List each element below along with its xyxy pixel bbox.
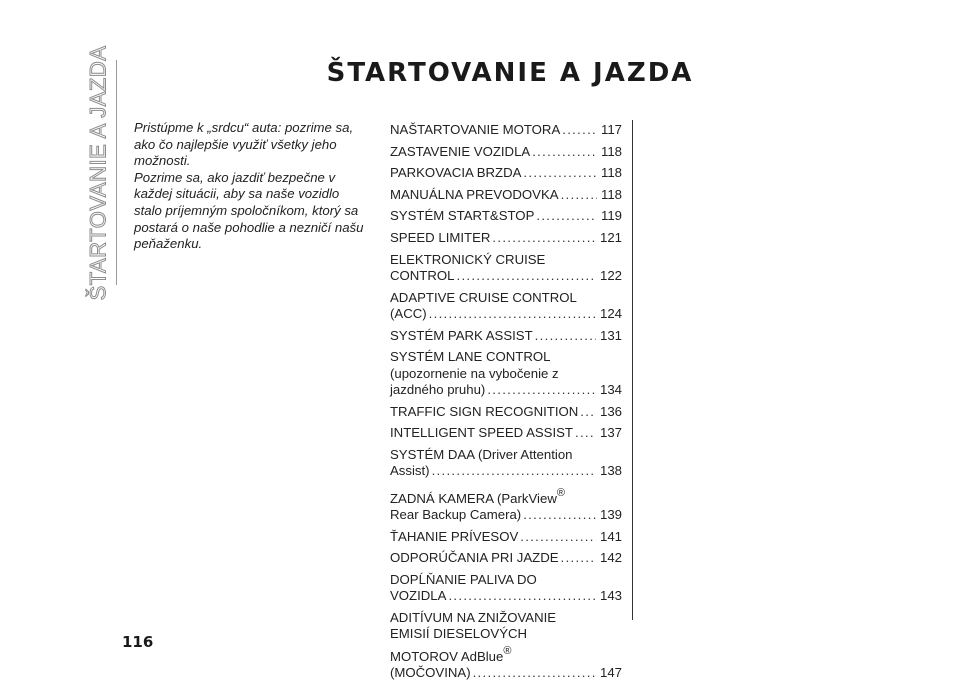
toc-page-number: 122 <box>599 267 622 283</box>
toc-entry-text: EMISIÍ DIESELOVÝCH <box>390 626 528 642</box>
toc-leader-dots <box>429 306 596 322</box>
toc-entry-text: SYSTÉM PARK ASSIST <box>390 327 533 343</box>
toc-leader-dots <box>562 122 597 138</box>
side-chapter-label: ŠTARTOVANIE A JAZDA <box>85 45 110 300</box>
toc-page-number: 121 <box>599 229 622 245</box>
toc-leader-dots <box>535 328 596 344</box>
toc-line <box>390 230 622 246</box>
table-of-contents <box>390 122 622 687</box>
toc-page-number: 138 <box>599 463 622 479</box>
toc-page-number: 147 <box>599 665 622 681</box>
toc-entry-text: SPEED LIMITER <box>390 229 491 245</box>
toc-line <box>390 208 622 224</box>
toc-item[interactable] <box>390 404 622 420</box>
toc-line <box>390 290 622 306</box>
toc-page-number: 142 <box>599 550 622 566</box>
toc-entry-text: SYSTÉM START&STOP <box>390 208 535 224</box>
toc-leader-dots <box>432 463 596 479</box>
toc-line <box>390 485 622 507</box>
intro-text <box>134 120 366 253</box>
toc-leader-dots <box>561 550 596 566</box>
toc-leader-dots <box>523 165 597 181</box>
toc-entry-text: Assist) <box>390 463 430 479</box>
toc-entry-text: DOPĹŇANIE PALIVA DO <box>390 571 537 587</box>
toc-line <box>390 268 622 284</box>
toc-entry-text: INTELLIGENT SPEED ASSIST <box>390 425 573 441</box>
toc-page-number: 139 <box>599 507 622 523</box>
toc-entry-text: ADITÍVUM NA ZNIŽOVANIE <box>390 609 557 625</box>
toc-page-number: 141 <box>599 528 622 544</box>
toc-line <box>390 529 622 545</box>
toc-item[interactable] <box>390 485 622 524</box>
toc-entry-text: jazdného pruhu) <box>390 381 486 397</box>
toc-line <box>390 588 622 604</box>
toc-line <box>390 165 622 181</box>
toc-leader-dots <box>473 665 596 681</box>
toc-entry-text: ODPORÚČANIA PRI JAZDE <box>390 550 559 566</box>
toc-page-number: 124 <box>599 305 622 321</box>
toc-line <box>390 626 622 642</box>
toc-item[interactable] <box>390 290 622 323</box>
toc-page-number: 136 <box>599 403 622 419</box>
toc-item[interactable] <box>390 425 622 441</box>
toc-item[interactable] <box>390 208 622 224</box>
side-chapter-tab <box>80 45 117 300</box>
toc-item[interactable] <box>390 252 622 285</box>
toc-entry-text: Rear Backup Camera) <box>390 507 522 523</box>
toc-item[interactable] <box>390 230 622 246</box>
toc-page-number: 137 <box>599 425 622 441</box>
toc-entry-text: ELEKTRONICKÝ CRUISE <box>390 251 546 267</box>
intro-paragraph-1: Pristúpme k „srdcu“ auta: pozrime sa, ako čo najlepšie využiť všetky jeho možnosti. <box>134 120 354 169</box>
toc-entry-text: VOZIDLA <box>390 588 447 604</box>
toc-line <box>390 382 622 398</box>
toc-page-number: 119 <box>600 208 622 224</box>
toc-entry-text: MANUÁLNA PREVODOVKA <box>390 186 559 202</box>
toc-entry-text: ZASTAVENIE VOZIDLA <box>390 143 531 159</box>
toc-leader-dots <box>575 425 596 441</box>
toc-leader-dots <box>520 529 596 545</box>
toc-page-number: 143 <box>599 588 622 604</box>
toc-line <box>390 328 622 344</box>
toc-line <box>390 507 622 523</box>
toc-line <box>390 572 622 588</box>
toc-leader-dots <box>492 230 596 246</box>
toc-page-number: 118 <box>600 186 622 202</box>
toc-entry-text: (upozornenie na vybočenie z <box>390 365 559 381</box>
toc-page-number: 131 <box>599 327 622 343</box>
toc-leader-dots <box>561 187 597 203</box>
toc-line <box>390 643 622 665</box>
toc-leader-dots <box>448 588 596 604</box>
toc-item[interactable] <box>390 447 622 480</box>
toc-line <box>390 665 622 681</box>
toc-item[interactable] <box>390 165 622 181</box>
toc-page-number: 118 <box>600 165 622 181</box>
toc-entry-text: MOTOROV AdBlue® <box>390 644 512 664</box>
toc-entry-text: SYSTÉM DAA (Driver Attention <box>390 446 573 462</box>
toc-item[interactable] <box>390 610 622 682</box>
toc-line <box>390 550 622 566</box>
toc-line <box>390 306 622 322</box>
toc-entry-text: (MOČOVINA) <box>390 665 471 681</box>
toc-item[interactable] <box>390 349 622 398</box>
toc-item[interactable] <box>390 529 622 545</box>
toc-item[interactable] <box>390 187 622 203</box>
toc-line <box>390 404 622 420</box>
toc-entry-text: SYSTÉM LANE CONTROL <box>390 349 551 365</box>
toc-entry-text: ADAPTIVE CRUISE CONTROL <box>390 289 577 305</box>
toc-entry-text: NAŠTARTOVANIE MOTORA <box>390 122 561 137</box>
toc-entry-text: (ACC) <box>390 305 427 321</box>
toc-entry-text: ZADNÁ KAMERA (ParkView® <box>390 486 565 506</box>
toc-item[interactable] <box>390 122 622 138</box>
toc-leader-dots <box>536 208 597 224</box>
toc-leader-dots <box>523 507 596 523</box>
intro-paragraph-2: Pozrime sa, ako jazdiť bezpečne v každej situácii, aby sa naše vozidlo stalo príjemným spoločníkom, ktorý sa postará o naše pohodlie a nezničí našu peňaženku. <box>134 169 364 252</box>
toc-line <box>390 425 622 441</box>
toc-item[interactable] <box>390 550 622 566</box>
toc-leader-dots <box>580 404 596 420</box>
toc-item[interactable] <box>390 572 622 605</box>
toc-line <box>390 349 622 365</box>
toc-line <box>390 252 622 268</box>
toc-item[interactable] <box>390 144 622 160</box>
toc-page-number: 118 <box>600 143 622 159</box>
toc-page-number: 134 <box>599 381 622 397</box>
toc-line <box>390 463 622 479</box>
toc-line <box>390 122 622 138</box>
page-number: 116 <box>122 633 154 651</box>
toc-line <box>390 610 622 626</box>
toc-leader-dots <box>456 268 596 284</box>
toc-page-number: 117 <box>600 122 622 137</box>
toc-entry-text: PARKOVACIA BRZDA <box>390 165 522 181</box>
toc-line <box>390 447 622 463</box>
page-title: ŠTARTOVANIE A JAZDA <box>326 58 694 88</box>
toc-line <box>390 144 622 160</box>
toc-leader-dots <box>532 144 597 160</box>
toc-entry-text: TRAFFIC SIGN RECOGNITION <box>390 403 579 419</box>
toc-line <box>390 366 622 382</box>
toc-item[interactable] <box>390 328 622 344</box>
toc-leader-dots <box>487 382 596 398</box>
column-divider <box>632 120 633 620</box>
toc-entry-text: ŤAHANIE PRÍVESOV <box>390 528 519 544</box>
toc-entry-text: CONTROL <box>390 267 455 283</box>
toc-line <box>390 187 622 203</box>
